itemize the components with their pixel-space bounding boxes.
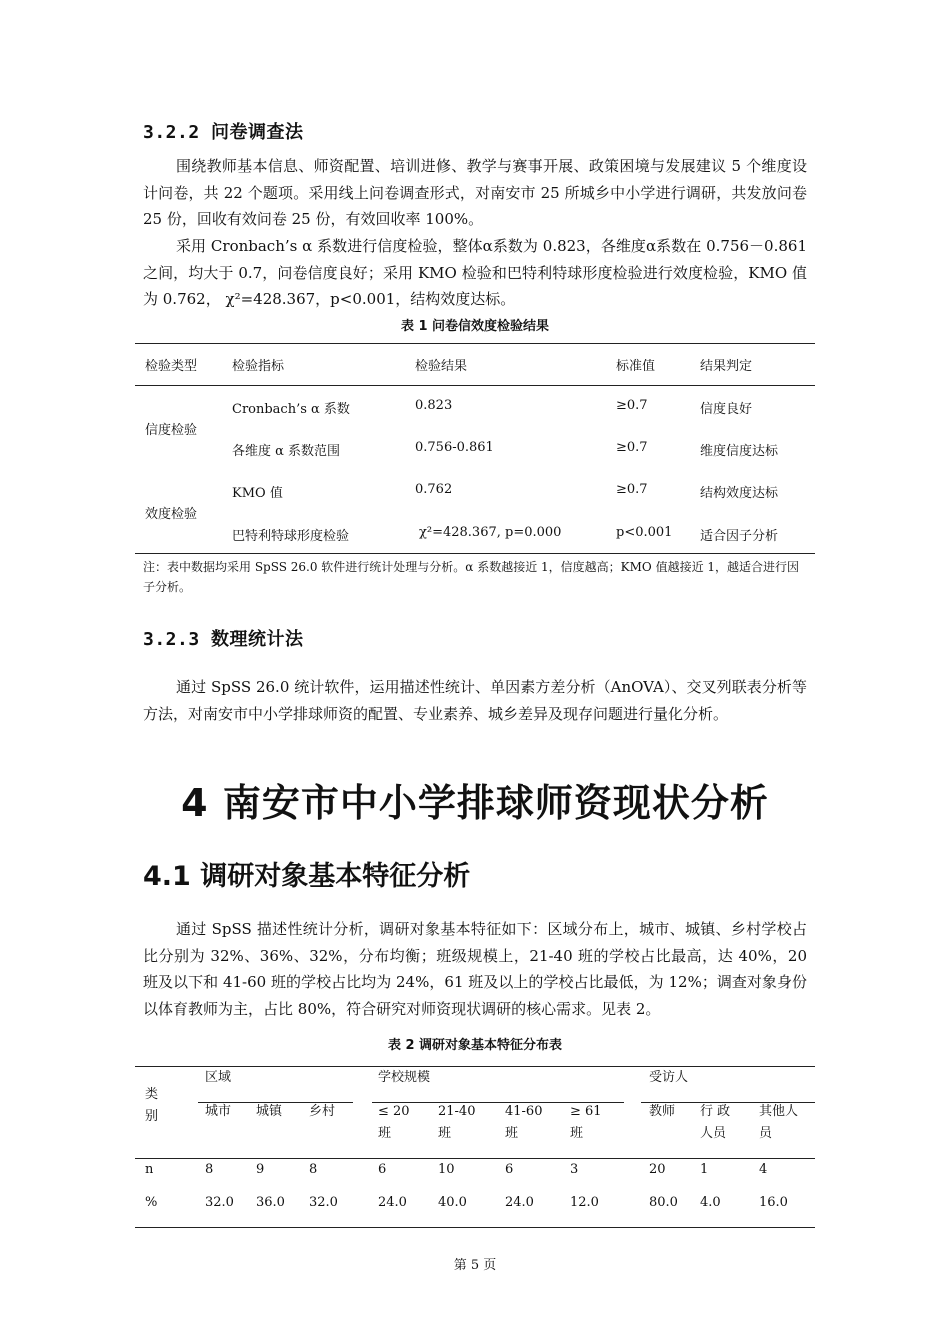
table1-cell: ≥0.7 — [616, 482, 648, 497]
table1-cell: Cronbach’s α 系数 — [232, 402, 350, 417]
table2-bottom-rule — [135, 1227, 815, 1228]
paragraph-statistics-method: 通过 SpSS 26.0 统计软件，运用描述性统计、单因素方差分析（AnOVA）、交叉列联表分析等方法，对南安市中小学排球师资的配置、专业素养、城乡差异及现存问题进行量化分析。 — [143, 678, 807, 723]
table2-cell: 40.0 — [438, 1195, 467, 1210]
table1-header: 检验类型 — [145, 359, 198, 374]
table1-cell: p<0.001 — [616, 525, 673, 540]
table1-cell: 巴特利特球形度检验 — [232, 529, 350, 544]
table2-cell: 9 — [256, 1162, 265, 1177]
table1-header: 标准值 — [616, 359, 656, 374]
section-heading-4-1: 4.1 调研对象基本特征分析 — [143, 861, 471, 892]
table1-cell: 各维度 α 系数范围 — [232, 444, 341, 459]
table2-cell: 8 — [309, 1162, 318, 1177]
table1-group-label: 效度检验 — [145, 507, 198, 522]
table2-caption: 表 2 调研对象基本特征分布表 — [387, 1038, 563, 1053]
page-number: 第 5 页 — [453, 1258, 497, 1273]
table2-subheader: 城市 — [205, 1104, 232, 1119]
table1-bottom-rule — [135, 553, 815, 554]
table1-cell: 适合因子分析 — [700, 529, 779, 544]
table2-row-label: % — [145, 1195, 158, 1210]
table2-cell: 4.0 — [700, 1195, 721, 1210]
table2-cell: 4 — [759, 1162, 768, 1177]
table2-subheader: ≤ 20 班 — [378, 1104, 410, 1141]
table2-cell: 6 — [378, 1162, 387, 1177]
table2-cell: 10 — [438, 1162, 455, 1177]
table1-cell: 0.823 — [415, 398, 453, 413]
table2-cell: 32.0 — [205, 1195, 234, 1210]
table1-cell: ≥0.7 — [616, 440, 648, 455]
paragraph-reliability-validity: 采用 Cronbach’s α 系数进行信度检验，整体α系数为 0.823，各维度α系数在 0.756－0.861 之间，均大于 0.7，问卷信度良好；采用 KMO 检验和巴特利特球形度检验进行效度检验，KMO 值为 0.762， χ²=428.367，p<0.001，结构效度达标。 — [143, 237, 807, 308]
table1-header-rule — [135, 385, 815, 386]
table2-cell: 32.0 — [309, 1195, 338, 1210]
table2-subheader: 教师 — [649, 1104, 676, 1119]
table2-cell: 16.0 — [759, 1195, 788, 1210]
table2-cell: 36.0 — [256, 1195, 285, 1210]
table2-subheader: 21-40 班 — [438, 1104, 476, 1141]
table1-cell: χ²=428.367, p=0.000 — [419, 525, 562, 540]
table2-subheader: 乡村 — [309, 1104, 336, 1119]
table2-top-rule — [135, 1066, 815, 1067]
paragraph-questionnaire-design: 围绕教师基本信息、师资配置、培训进修、教学与赛事开展、政策困境与发展建议 5 个维度设计问卷，共 22 个题项。采用线上问卷调查形式，对南安市 25 所城乡中小学进行调研，共发放问卷 25 份，回收有效问卷 25 份，有效回收率 100%。 — [143, 157, 807, 228]
table2-group-header: 受访人 — [649, 1070, 689, 1085]
table2-cell: 8 — [205, 1162, 214, 1177]
table2-cell: 3 — [570, 1162, 579, 1177]
table2-cell: 20 — [649, 1162, 666, 1177]
table2-cell: 6 — [505, 1162, 514, 1177]
table2-row-label: n — [145, 1162, 154, 1177]
table1-top-rule — [135, 343, 815, 344]
table1-note: 注：表中数据均采用 SpSS 26.0 软件进行统计处理与分析。α 系数越接近 1，信度越高；KMO 值越接近 1，越适合进行因子分析。 — [143, 560, 800, 594]
table1-cell: KMO 值 — [232, 486, 283, 501]
table1-cell: 结构效度达标 — [700, 486, 779, 501]
table1-header: 检验指标 — [232, 359, 285, 374]
section-heading-3-2-2: 3.2.2 问卷调查法 — [143, 122, 304, 143]
table1-cell: 0.762 — [415, 482, 453, 497]
table1-cell: 信度良好 — [700, 402, 753, 417]
table1-cell: ≥0.7 — [616, 398, 648, 413]
table2-header-rule — [135, 1158, 815, 1159]
table1-cell: 维度信度达标 — [700, 444, 779, 459]
table1-cell: 0.756-0.861 — [415, 440, 494, 455]
table2-cell: 12.0 — [570, 1195, 599, 1210]
table2-corner-label: 类 别 — [145, 1087, 159, 1124]
table1-header: 检验结果 — [415, 359, 468, 374]
table2-group-header: 区域 — [205, 1070, 232, 1085]
chapter-title: 4 南安市中小学排球师资现状分析 — [181, 781, 769, 825]
table1-group-label: 信度检验 — [145, 423, 198, 438]
section-heading-3-2-3: 3.2.3 数理统计法 — [143, 629, 304, 650]
table2-subheader: 城镇 — [256, 1104, 283, 1119]
table2-cell: 1 — [700, 1162, 709, 1177]
table2-cell: 80.0 — [649, 1195, 678, 1210]
table2-subheader: 行 政 人员 — [700, 1104, 731, 1141]
table2-subheader: ≥ 61 班 — [570, 1104, 602, 1141]
table2-cell: 24.0 — [505, 1195, 534, 1210]
table2-subheader: 其他人 员 — [759, 1104, 799, 1141]
table2-subheader: 41-60 班 — [505, 1104, 543, 1141]
table2-cell: 24.0 — [378, 1195, 407, 1210]
table2-group-header: 学校规模 — [378, 1070, 431, 1085]
table1-header: 结果判定 — [700, 359, 753, 374]
paragraph-sample-characteristics: 通过 SpSS 描述性统计分析，调研对象基本特征如下：区域分布上，城市、城镇、乡村学校占比分别为 32%、36%、32%，分布均衡；班级规模上，21-40 班的学校占比最高，达 40%，20 班及以下和 41-60 班的学校占比均为 24%，61 班及以上的学校占比最低，为 12%；调查对象身份以体育教师为主，占比 80%，符合研究对师资现状调研的核心需求。见表 2。 — [143, 920, 807, 1018]
table1-caption: 表 1 问卷信效度检验结果 — [400, 319, 550, 334]
